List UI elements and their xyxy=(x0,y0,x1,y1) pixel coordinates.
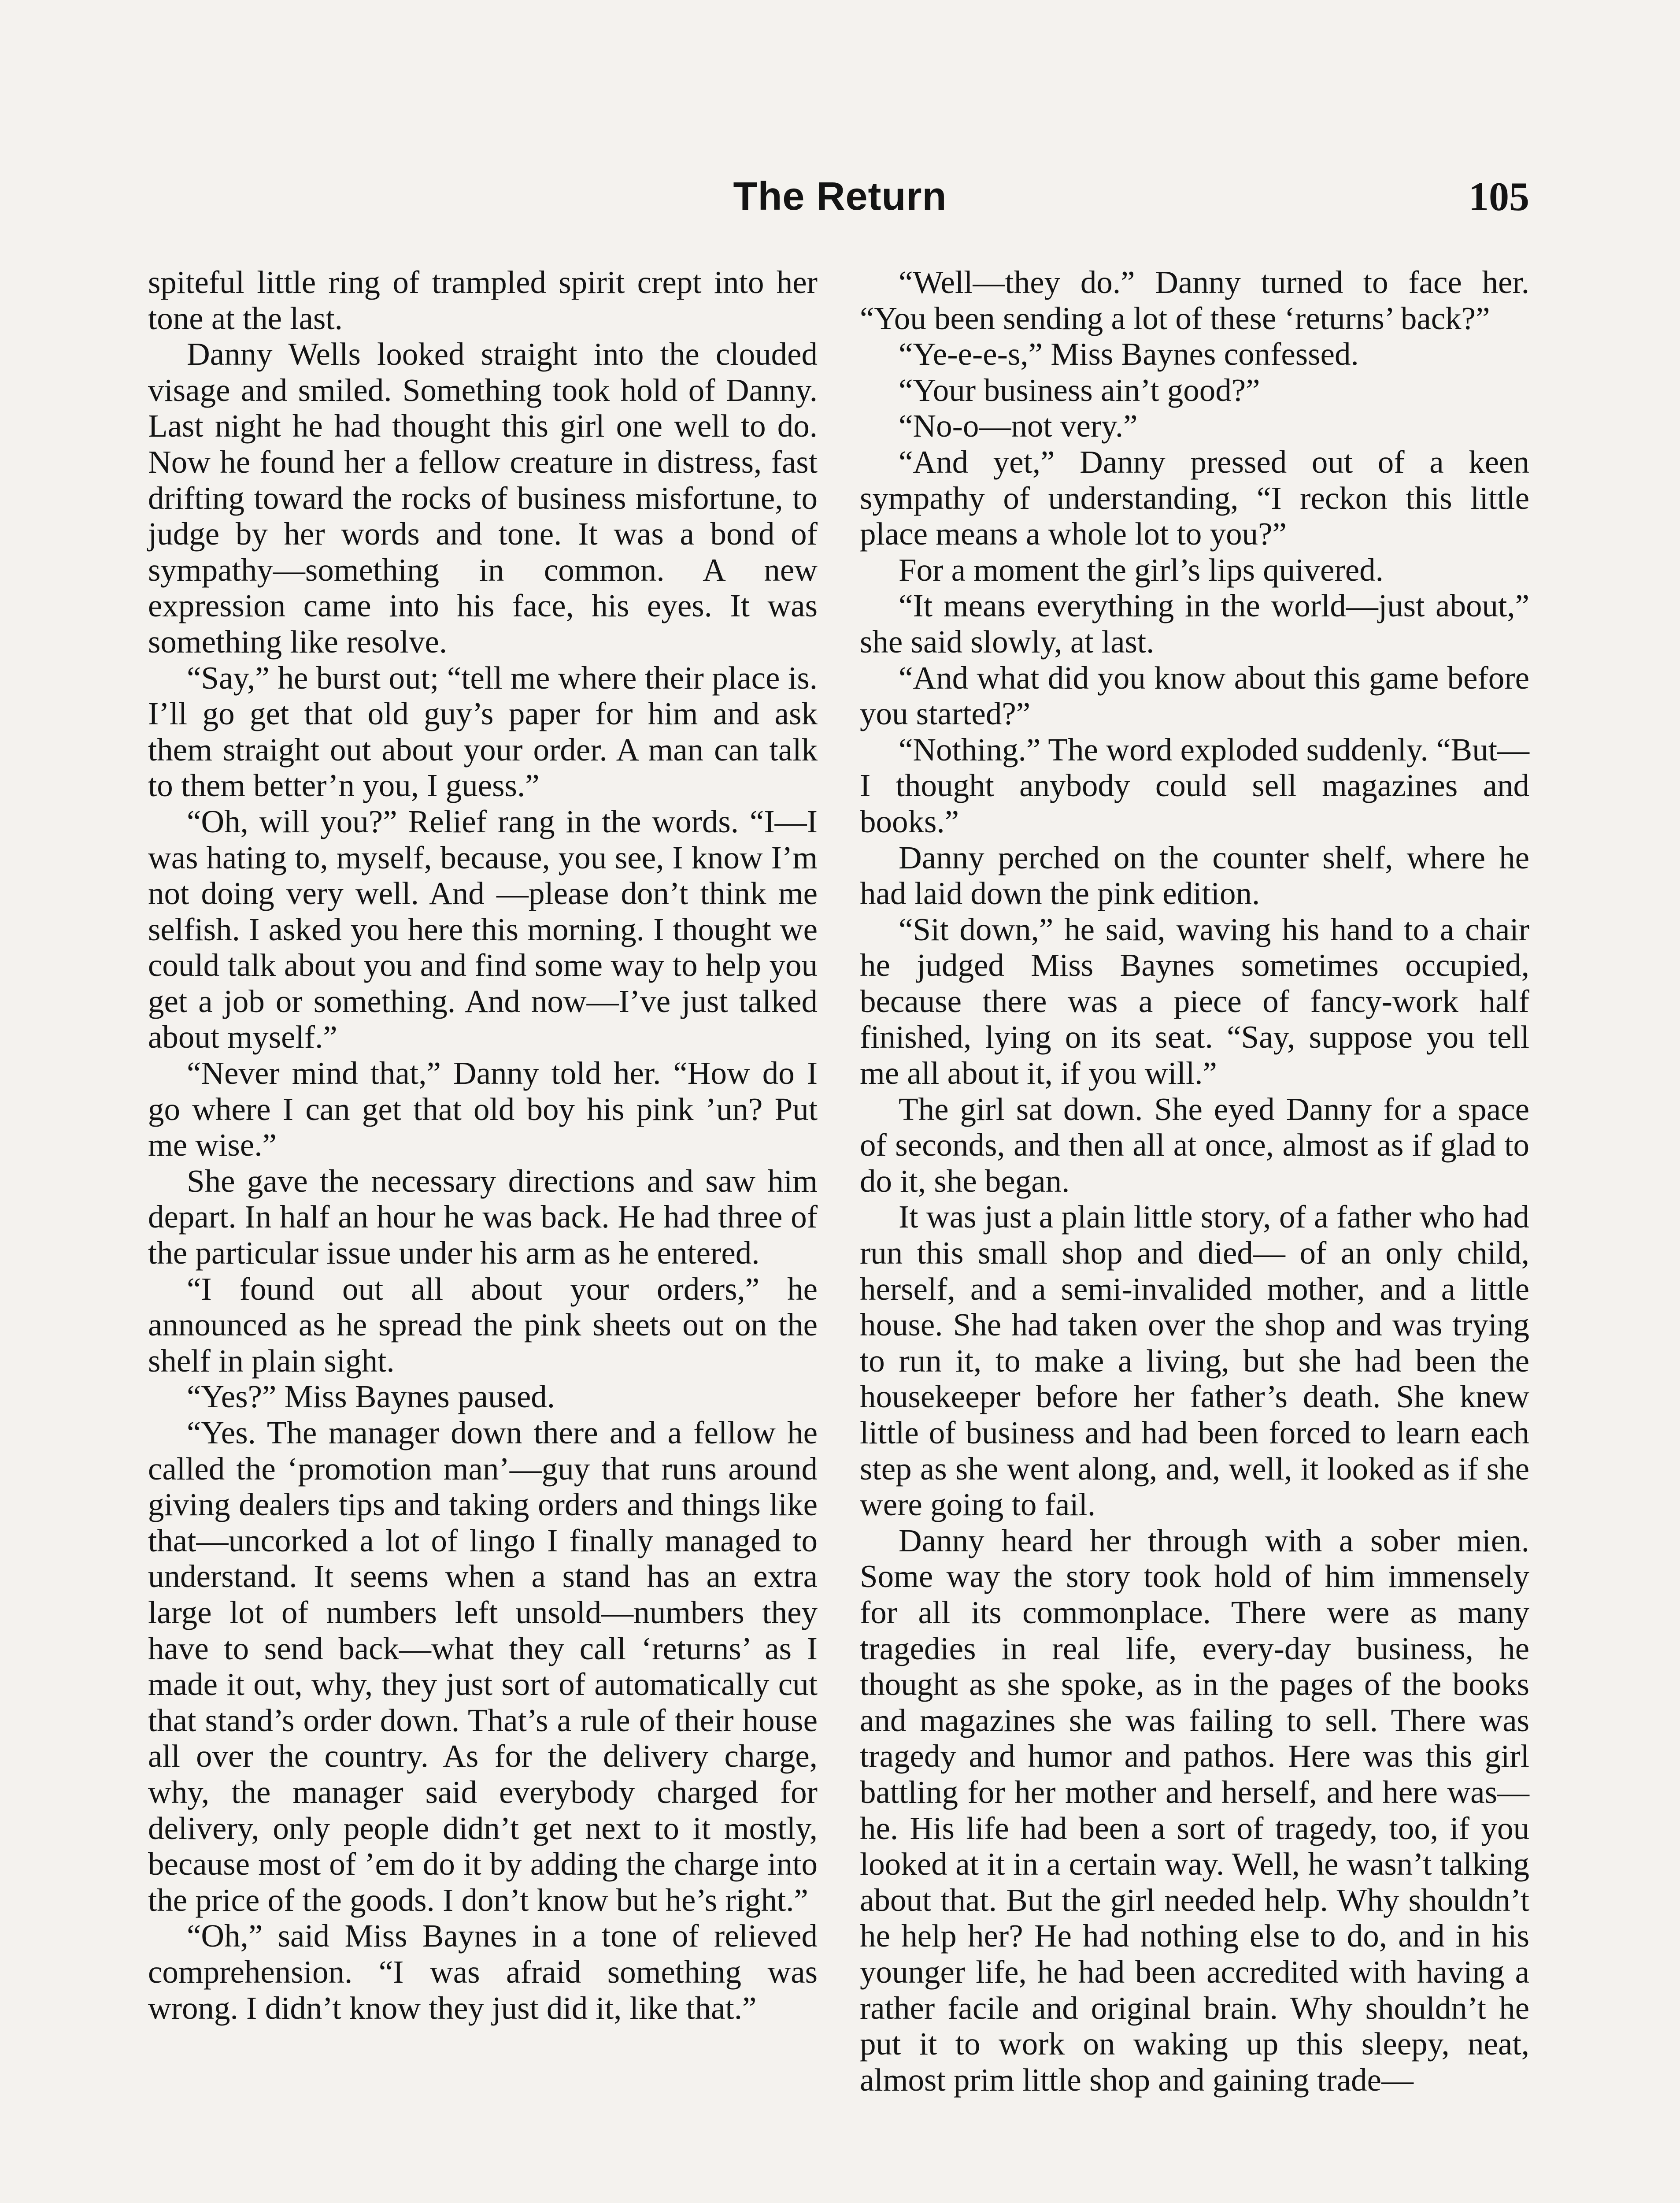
paragraph: “It means everything in the world—just about,” she said slowly, at last. xyxy=(860,588,1529,660)
running-head xyxy=(0,170,1680,232)
paragraph: “Yes?” Miss Baynes paused. xyxy=(187,1379,555,1415)
paragraph: “Well—they do.” Danny turned to face her. “You been sending a lot of these ‘returns’ back?” xyxy=(860,264,1529,336)
paragraph: Danny Wells looked straight into the clouded visage and smiled. Something took hold of Danny. Last night he had thought this girl one well to do. Now he found her a fellow creature in distress, fast drifting toward the rocks of business misfortune, to judge by her words and tone. It was a bond of sympathy—something in common. A new expression came into his face, his eyes. It was something like resolve. xyxy=(148,336,818,660)
paragraph: “Nothing.” The word exploded suddenly. “But—I thought anybody could sell magazines and books.” xyxy=(860,731,1529,839)
right-column xyxy=(860,264,1529,2098)
paragraph: “I found out all about your orders,” he announced as he spread the pink sheets out on the shelf in plain sight. xyxy=(148,1271,818,1379)
paragraph: “Sit down,” he said, waving his hand to a chair he judged Miss Baynes sometimes occupied, because there was a piece of fancy-work half finished, lying on its seat. “Say, suppose you tell me all about it, if you will.” xyxy=(860,911,1529,1091)
paragraph: “No-o—not very.” xyxy=(899,408,1138,444)
paragraph: spiteful little ring of trampled spirit crept into her tone at the last. xyxy=(148,264,818,336)
paragraph: “Never mind that,” Danny told her. “How do I go where I can get that old boy his pink ’un? Put me wise.” xyxy=(148,1055,818,1163)
paragraph: “And what did you know about this game before you started?” xyxy=(860,660,1529,732)
paragraph: The girl sat down. She eyed Danny for a space of seconds, and then all at once, almost as if glad to do it, she began. xyxy=(860,1091,1529,1199)
paragraph: “And yet,” Danny pressed out of a keen sympathy of understanding, “I reckon this little place means a whole lot to you?” xyxy=(860,444,1529,552)
paragraph: It was just a plain little story, of a father who had run this small shop and died— of an only child, herself, and a semi-invalided mother, and a little house. She had taken over the shop and was trying to run it, to make a living, but she had been the housekeeper before her father’s death. She knew little of business and had been forced to learn each step as she went along, and, well, it looked as if she were going to fail. xyxy=(860,1199,1529,1523)
left-column xyxy=(148,264,818,2026)
paragraph: “Yes. The manager down there and a fellow he called the ‘promotion man’—guy that runs around giving dealers tips and taking orders and things like that—uncorked a lot of lingo I finally managed to understand. It seems when a stand has an extra large lot of numbers left unsold—numbers they have to send back—what they call ‘returns’ as I made it out, why, they just sort of automatically cut that stand’s order down. That’s a rule of their house all over the country. As for the delivery charge, why, the manager said everybody charged for delivery, only people didn’t get next to it mostly, because most of ’em do it by adding the charge into the price of the goods. I don’t know but he’s right.” xyxy=(148,1415,818,1918)
paragraph: “Your business ain’t good?” xyxy=(899,372,1260,408)
paragraph: Danny perched on the counter shelf, where he had laid down the pink edition. xyxy=(860,839,1529,912)
paragraph: “Oh, will you?” Relief rang in the words. “I—I was hating to, myself, because, you see, I know I’m not doing very well. And —please don’t think me selfish. I asked you here this morning. I thought we could talk about you and find some way to help you get a job or something. And now—I’ve just talked about myself.” xyxy=(148,803,818,1055)
paragraph: She gave the necessary directions and saw him depart. In half an hour he was back. He had three of the particular issue under his arm as he entered. xyxy=(148,1163,818,1271)
page-number: 105 xyxy=(1469,174,1529,219)
running-title: The Return xyxy=(733,174,947,219)
paragraph: “Ye-e-e-s,” Miss Baynes confessed. xyxy=(899,336,1359,372)
paragraph: “Say,” he burst out; “tell me where their place is. I’ll go get that old guy’s paper for him and ask them straight out about your order. A man can talk to them better’n you, I guess.” xyxy=(148,660,818,804)
paragraph: Danny heard her through with a sober mien. Some way the story took hold of him immensely for all its commonplace. There were as many tragedies in real life, every-day business, he thought as she spoke, as in the pages of the books and magazines she was failing to sell. There was tragedy and humor and pathos. Here was this girl battling for her mother and herself, and here was—he. His life had been a sort of tragedy, too, if you looked at it in a certain way. Well, he wasn’t talking about that. But the girl needed help. Why shouldn’t he help her? He had nothing else to do, and in his younger life, he had been accredited with having a rather facile and original brain. Why shouldn’t he put it to work on waking up this sleepy, neat, almost prim little shop and gaining trade— xyxy=(860,1522,1529,2098)
paragraph: “Oh,” said Miss Baynes in a tone of relieved comprehension. “I was afraid something was wrong. I didn’t know they just did it, like that.” xyxy=(148,1918,818,2026)
paragraph: For a moment the girl’s lips quivered. xyxy=(899,552,1384,588)
